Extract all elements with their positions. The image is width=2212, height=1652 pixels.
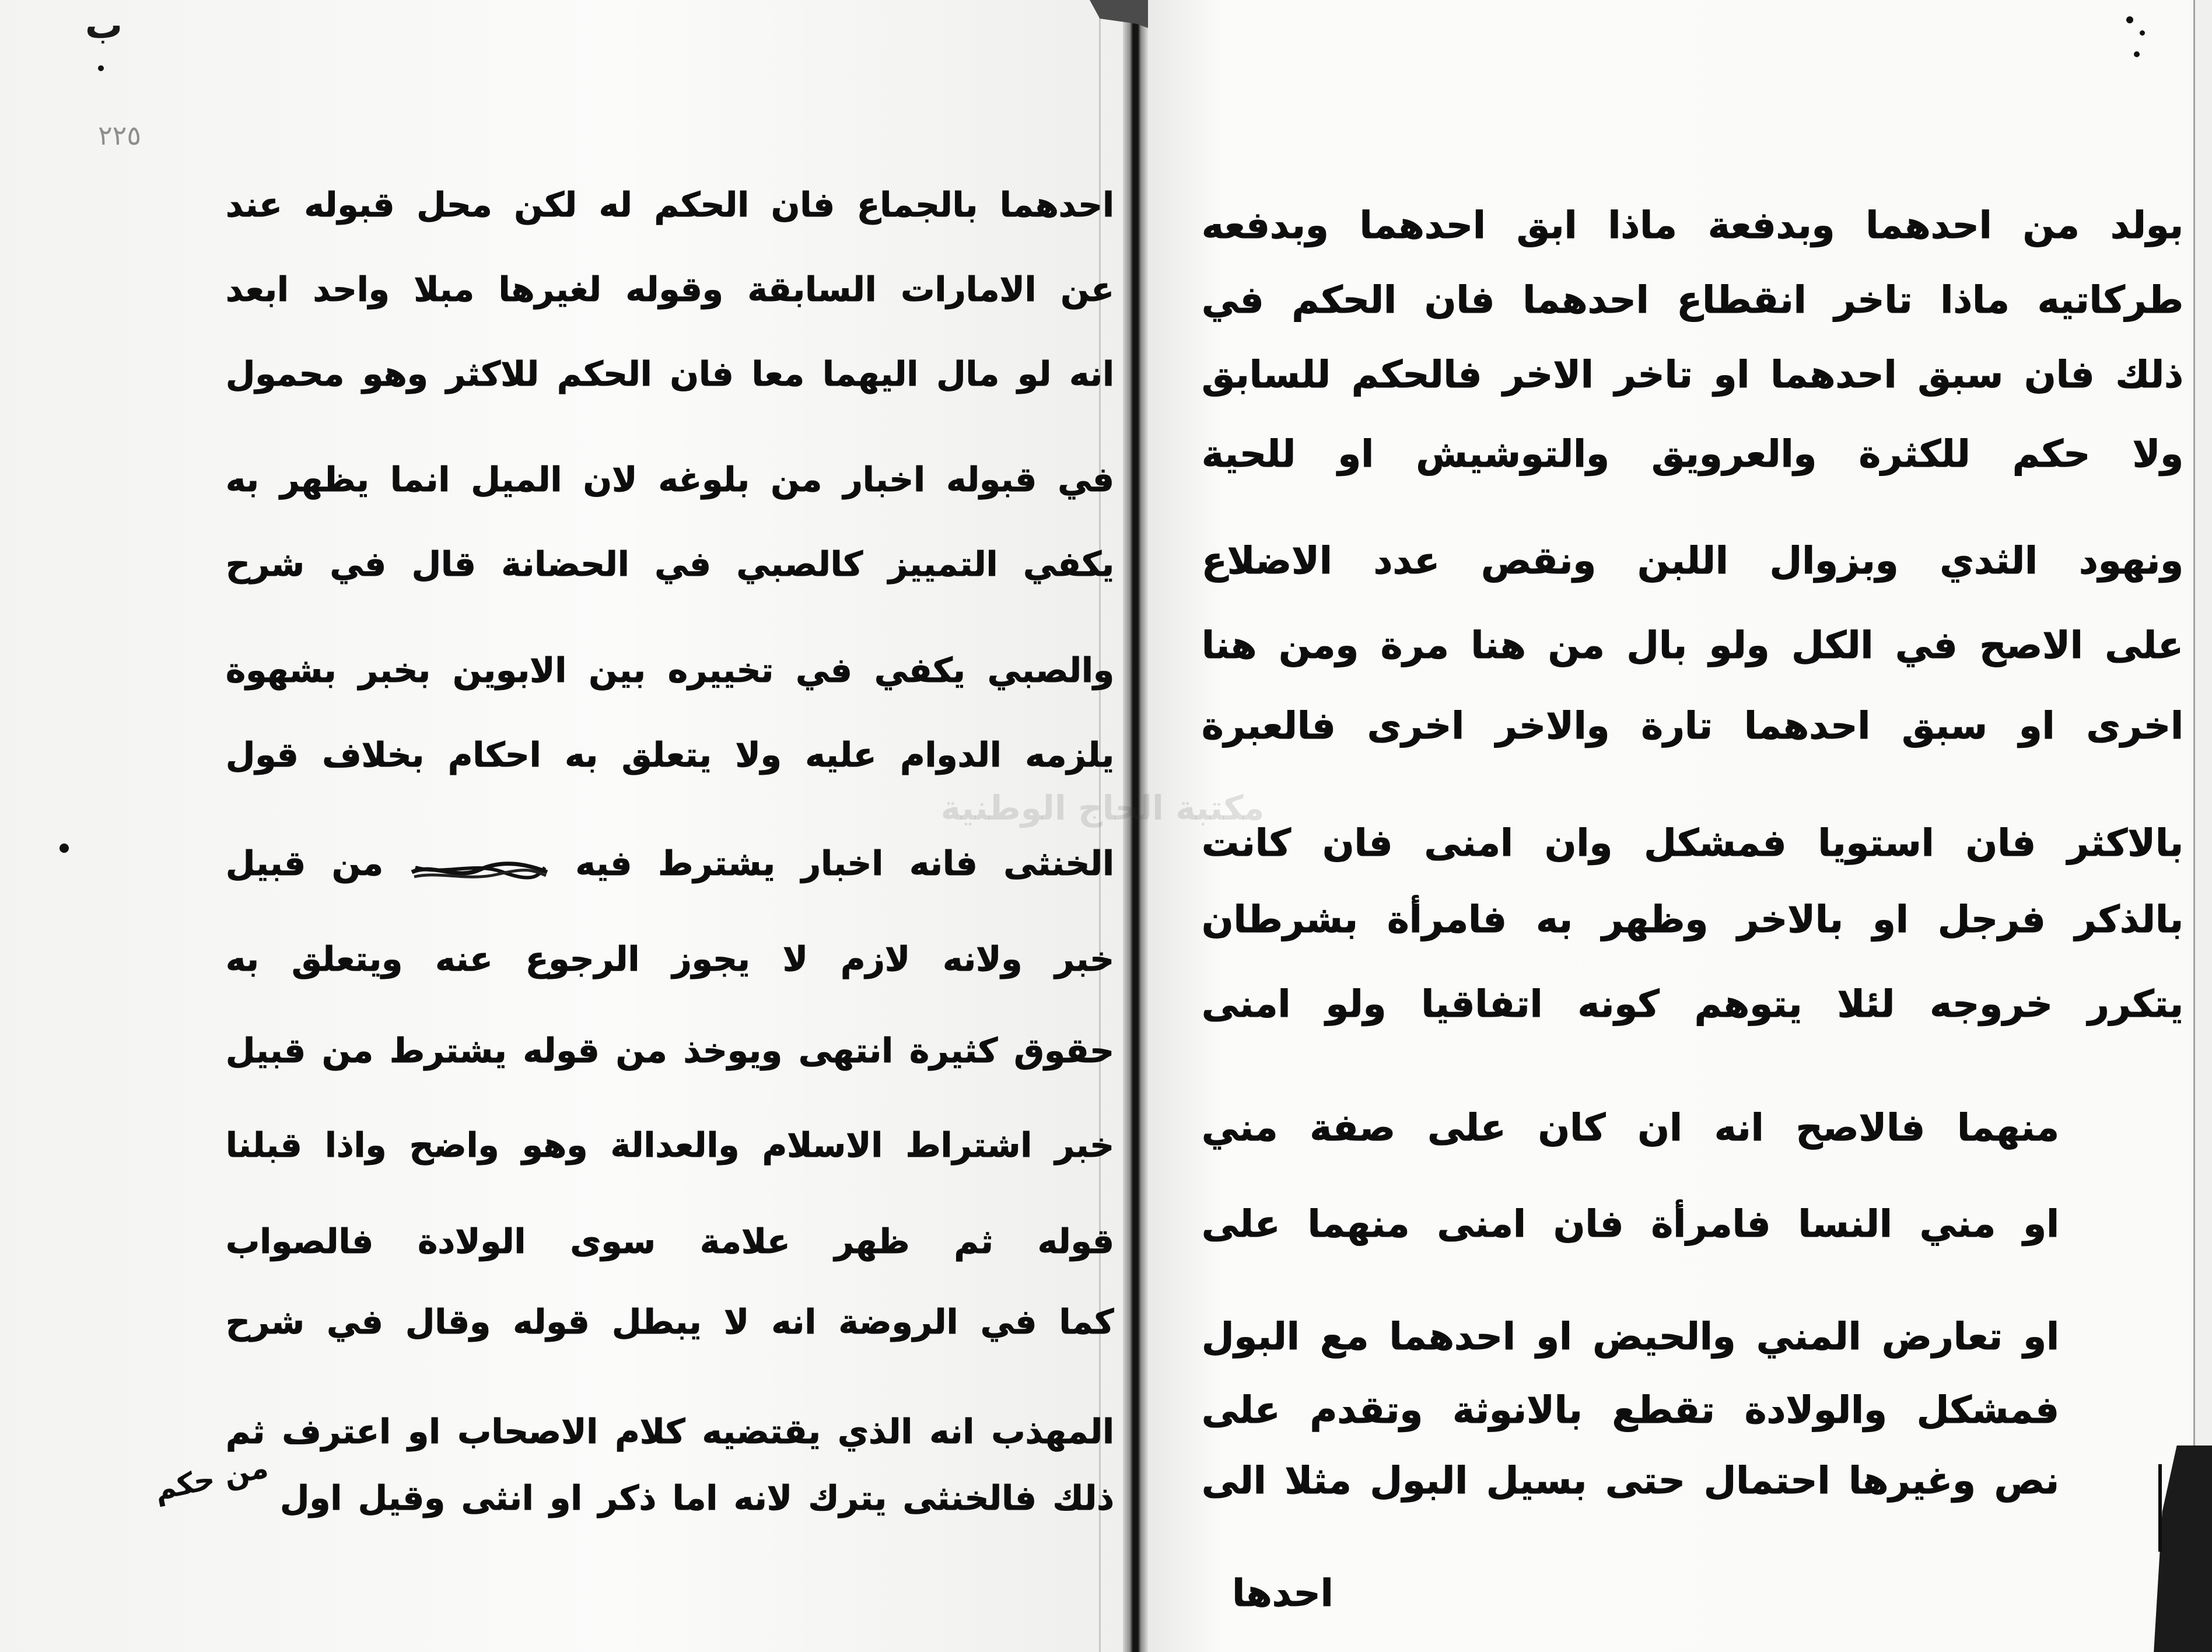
- manuscript-line: او تعارض المني والحيض او احدهما مع البول: [1202, 1315, 2059, 1359]
- line-text: من قبيل: [226, 844, 383, 883]
- manuscript-line: او مني النسا فامرأة فان امنى منهما على: [1202, 1203, 2059, 1246]
- manuscript-line: ونهود الثدي وبزوال اللبن ونقص عدد الاضلاع: [1202, 540, 2183, 583]
- ink-dot: [2126, 16, 2133, 23]
- manuscript-line: احدهما بالجماع فان الحكم له لكن محل قبوله عند: [226, 185, 1114, 225]
- manuscript-line: فمشكل والولادة تقطع بالانوثة وتقدم على: [1202, 1389, 2059, 1432]
- manuscript-line: ذلك فان سبق احدهما او تاخر الاخر فالحكم للسابق: [1202, 354, 2183, 397]
- manuscript-line: طركاتيه ماذا تاخر انقطاع احدهما فان الحكم في: [1202, 279, 2183, 322]
- ink-dot: [2134, 51, 2140, 57]
- manuscript-line: قوله ثم ظهر علامة سوى الولادة فالصواب: [226, 1222, 1114, 1261]
- manuscript-line: يتكرر خروجه لئلا يتوهم كونه اتفاقيا ولو امنى: [1202, 983, 2183, 1026]
- ink-dot: [60, 844, 69, 853]
- manuscript-line: نص وغيرها احتمال حتى بسيل البول مثلا الى: [1202, 1460, 2059, 1503]
- manuscript-line: [226, 837, 1114, 890]
- manuscript-line: المهذب انه الذي يقتضيه كلام الاصحاب او اعترف ثم: [226, 1412, 1114, 1451]
- manuscript-line: كما في الروضة انه لا يبطل قوله وقال في شرح: [226, 1302, 1114, 1342]
- folio-letter: ب: [85, 4, 123, 47]
- manuscript-line: بولد من احدهما وبدفعة ماذا ابق احدهما وبدفعه: [1202, 204, 2183, 247]
- manuscript-line: يكفي التمييز كالصبي في الحضانة قال في شرح: [226, 544, 1114, 584]
- manuscript-line: حقوق كثيرة انتهى ويوخذ من قوله يشترط من قبيل: [226, 1031, 1114, 1070]
- ink-dot: [98, 65, 104, 71]
- manuscript-line: خبر ولانه لازم لا يجوز الرجوع عنه ويتعلق به: [226, 939, 1114, 979]
- manuscript-line: في قبوله اخبار من بلوغه لان الميل انما يظهر به: [226, 460, 1114, 499]
- manuscript-line: عن الامارات السابقة وقوله لغيرها مبلا واحد ابعد: [226, 270, 1114, 309]
- manuscript-line: ذلك فالخنثى يترك لانه اما ذكر او انثى وقيل اول: [280, 1478, 1114, 1518]
- manuscript-line: ولا حكم للكثرة والعرويق والتوشيش او للحية: [1202, 433, 2183, 476]
- manuscript-line: انه لو مال اليهما معا فان الحكم للاكثر وهو محمول: [226, 354, 1114, 394]
- manuscript-line: يلزمه الدوام عليه ولا يتعلق به احكام بخلاف قول: [226, 735, 1114, 775]
- catchword: احدها: [1232, 1572, 1334, 1615]
- crossed-out-word: [410, 849, 550, 882]
- manuscript-line: والصبي يكفي في تخييره بين الابوين بخبر بشهوة: [226, 650, 1114, 690]
- library-watermark: مكتبة الحاج الوطنية: [940, 788, 1265, 828]
- manuscript-line: خبر اشتراط الاسلام والعدالة وهو واضح واذا قبلنا: [226, 1125, 1114, 1165]
- page-corner-fold-edge: [2158, 1464, 2162, 1552]
- manuscript-line: بالذكر فرجل او بالاخر وظهر به فامرأة بشرطان: [1202, 898, 2183, 942]
- manuscript-line: على الاصح في الكل ولو بال من هنا مرة ومن هنا: [1202, 624, 2183, 667]
- manuscript-line: بالاكثر فان استويا فمشكل وان امنى فان كانت: [1202, 822, 2183, 865]
- manuscript-line: منهما فالاصح انه ان كان على صفة مني: [1202, 1107, 2059, 1150]
- right-page: [1148, 0, 2212, 1652]
- manuscript-line: اخرى او سبق احدهما تارة والاخر اخرى فالعبرة: [1202, 705, 2183, 748]
- right-page-edge: [2193, 0, 2212, 1652]
- folio-number: ٢٢٥: [97, 120, 142, 151]
- line-text: الخنثى فانه اخبار يشترط فيه: [575, 844, 1114, 883]
- margin-note: من حكم: [151, 1450, 271, 1507]
- ink-dot: [2140, 30, 2145, 36]
